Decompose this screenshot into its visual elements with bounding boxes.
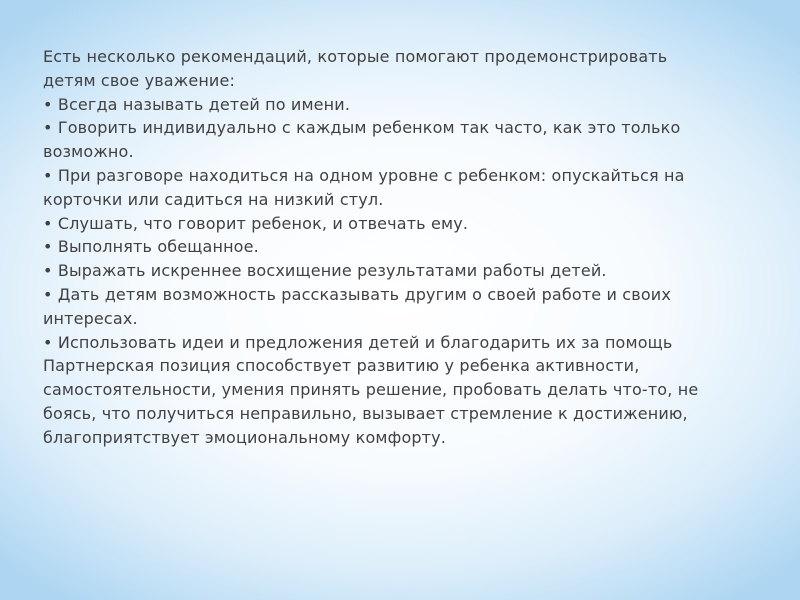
text-line: возможно. — [43, 142, 134, 162]
text-line: боясь, что получиться неправильно, вызывает стремление к достижению, — [43, 403, 688, 423]
bullet-item: • Слушать, что говорит ребенок, и отвечать ему. — [43, 213, 469, 233]
bullet-item: • При разговоре находиться на одном уровне с ребенком: опускайться на — [43, 165, 685, 185]
bullet-item: • Выражать искреннее восхищение результатами работы детей. — [43, 261, 607, 281]
text-line: корточки или садиться на низкий стул. — [43, 189, 384, 209]
text-line: самостоятельности, умения принять решение, пробовать делать что-то, не — [43, 380, 699, 400]
text-line: детям свое уважение: — [43, 70, 236, 90]
text-line: Есть несколько рекомендаций, которые помогают продемонстрировать — [43, 47, 668, 66]
slide-body-text — [43, 45, 763, 450]
text-line: Партнерская позиция способствует развитию у ребенка активности, — [43, 356, 640, 376]
bullet-item: • Говорить индивидуально с каждым ребенком так часто, как это только — [43, 118, 681, 138]
text-line: интересах. — [43, 308, 138, 328]
bullet-item: • Всегда называть детей по имени. — [43, 94, 351, 114]
bullet-item: • Использовать идеи и предложения детей и благодарить их за помощь — [43, 332, 673, 352]
text-line: благоприятствует эмоциональному комфорту. — [43, 427, 447, 447]
bullet-item: • Выполнять обещанное. — [43, 237, 259, 257]
bullet-item: • Дать детям возможность рассказывать другим о своей работе и своих — [43, 284, 671, 304]
